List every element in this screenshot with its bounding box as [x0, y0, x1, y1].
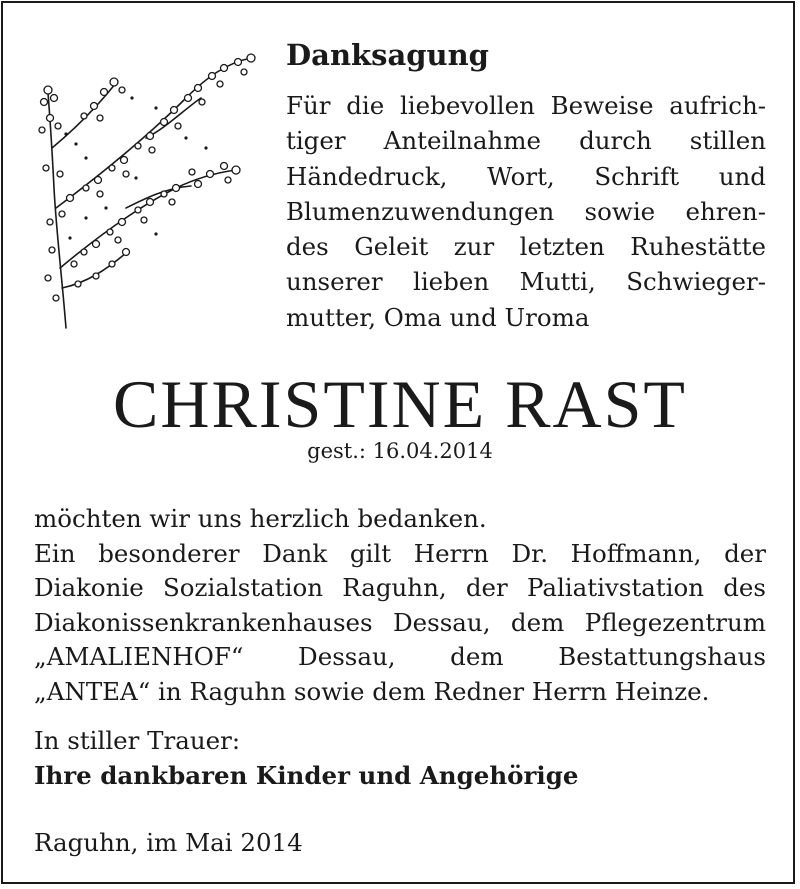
intro-line: mutter, Oma und Uroma: [286, 302, 590, 332]
intro-line: Blumenzuwendungen sowie ehren-: [286, 196, 766, 226]
flowering-branch-icon: [26, 38, 266, 330]
thanks-line: Ein besonderer Dank gilt Herrn Dr. Hoffmann, der: [34, 538, 766, 568]
mourning-line: In stiller Trauer:: [34, 726, 241, 755]
intro-line: tiger Anteilnahme durch stillen: [286, 126, 766, 156]
intro-line: Händedruck, Wort, Schrift und: [286, 161, 766, 191]
thanks-line: möchten wir uns herzlich bedanken.: [34, 504, 487, 533]
intro-line: unserer lieben Mutti, Schwieger-: [286, 267, 766, 297]
thanks-line: Diakonie Sozialstation Raguhn, der Paliativstation des: [34, 573, 766, 602]
thanks-line: „AMALIENHOF“ Dessau, dem Bestattungshaus: [34, 642, 766, 671]
notice-heading: Danksagung: [286, 38, 489, 72]
thanks-line: Diakonissenkrankenhauses Dessau, dem Pflegezentrum: [34, 607, 766, 637]
death-date: gest.: 16.04.2014: [307, 439, 493, 463]
deceased-name: CHRISTINE RAST: [113, 366, 687, 442]
signatories: Ihre dankbaren Kinder und Angehörige: [34, 760, 579, 790]
place-date: Raguhn, im Mai 2014: [34, 828, 303, 857]
thanks-line: „ANTEA“ in Raguhn sowie dem Redner Herrn Heinze.: [34, 676, 710, 706]
thanks-paragraph: [34, 502, 766, 709]
intro-line: des Geleit zur letzten Ruhestätte: [286, 232, 766, 262]
intro-paragraph: [286, 88, 766, 335]
intro-line: Für die liebevollen Beweise aufrich-: [286, 91, 766, 120]
closing-block: [34, 724, 578, 793]
